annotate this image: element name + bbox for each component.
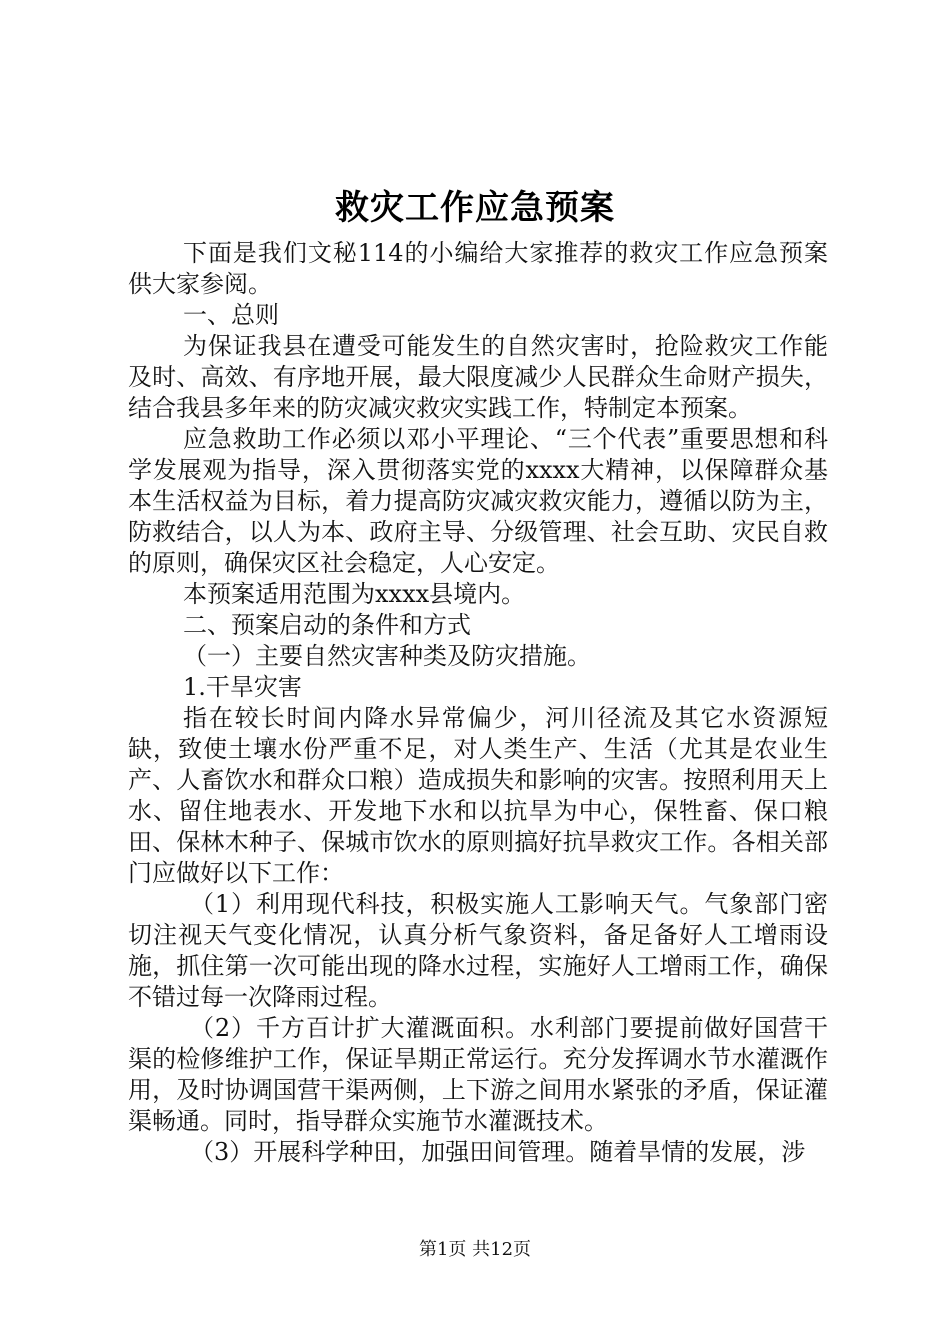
paragraph-measure-3: （3）开展科学种田，加强田间管理。随着旱情的发展，涉 xyxy=(190,1138,806,1166)
paragraph-principles: 应急救助工作必须以邓小平理论、“三个代表”重要思想和科学发展观为指导，深入贯彻落实党的xxxx大精神，以保障群众基本生活权益为目标，着力提高防灾减灾救灾能力，遵循以防为主，防救结合，以人为本、政府主导、分级管理、社会互助、灾民自救的原则，确保灾区社会稳定，人心安定。 xyxy=(128,425,828,577)
paragraph-measure-1: （1）利用现代科技，积极实施人工影响天气。气象部门密切注视天气变化情况，认真分析气象资料，备足备好人工增雨设施，抓住第一次可能出现的降水过程，实施好人工增雨工作，确保不错过每一次降雨过程。 xyxy=(128,890,828,1011)
subsection-heading-disaster-types: （一）主要自然灾害种类及防灾措施。 xyxy=(183,642,591,670)
document-body xyxy=(128,238,828,1168)
paragraph-drought-definition: 指在较长时间内降水异常偏少，河川径流及其它水资源短缺，致使土壤水份严重不足，对人类生产、生活（尤其是农业生产、人畜饮水和群众口粮）造成损失和影响的灾害。按照利用天上水、留住地表水、开发地下水和以抗旱为中心，保牲畜、保口粮田、保林木种子、保城市饮水的原则搞好抗旱救灾工作。各相关部门应做好以下工作： xyxy=(128,704,828,887)
document-title: 救灾工作应急预案 xyxy=(335,188,615,228)
paragraph-measure-2: （2）千方百计扩大灌溉面积。水利部门要提前做好国营干渠的检修维护工作，保证旱期正常运行。充分发挥调水节水灌溉作用，及时协调国营干渠两侧，上下游之间用水紧张的矛盾，保证灌渠畅通。同时，指导群众实施节水灌溉技术。 xyxy=(128,1014,828,1135)
intro-paragraph: 下面是我们文秘114的小编给大家推荐的救灾工作应急预案供大家参阅。 xyxy=(128,239,828,298)
item-heading-drought: 1.干旱灾害 xyxy=(183,673,302,701)
page-number-footer: 第1页 共12页 xyxy=(418,1239,532,1260)
section-heading-general: 一、总则 xyxy=(183,301,279,329)
paragraph-purpose: 为保证我县在遭受可能发生的自然灾害时，抢险救灾工作能及时、高效、有序地开展，最大限度减少人民群众生命财产损失，结合我县多年来的防灾减灾救灾实践工作，特制定本预案。 xyxy=(128,332,828,422)
paragraph-scope: 本预案适用范围为xxxx县境内。 xyxy=(183,580,526,608)
section-heading-activation: 二、预案启动的条件和方式 xyxy=(183,611,471,639)
